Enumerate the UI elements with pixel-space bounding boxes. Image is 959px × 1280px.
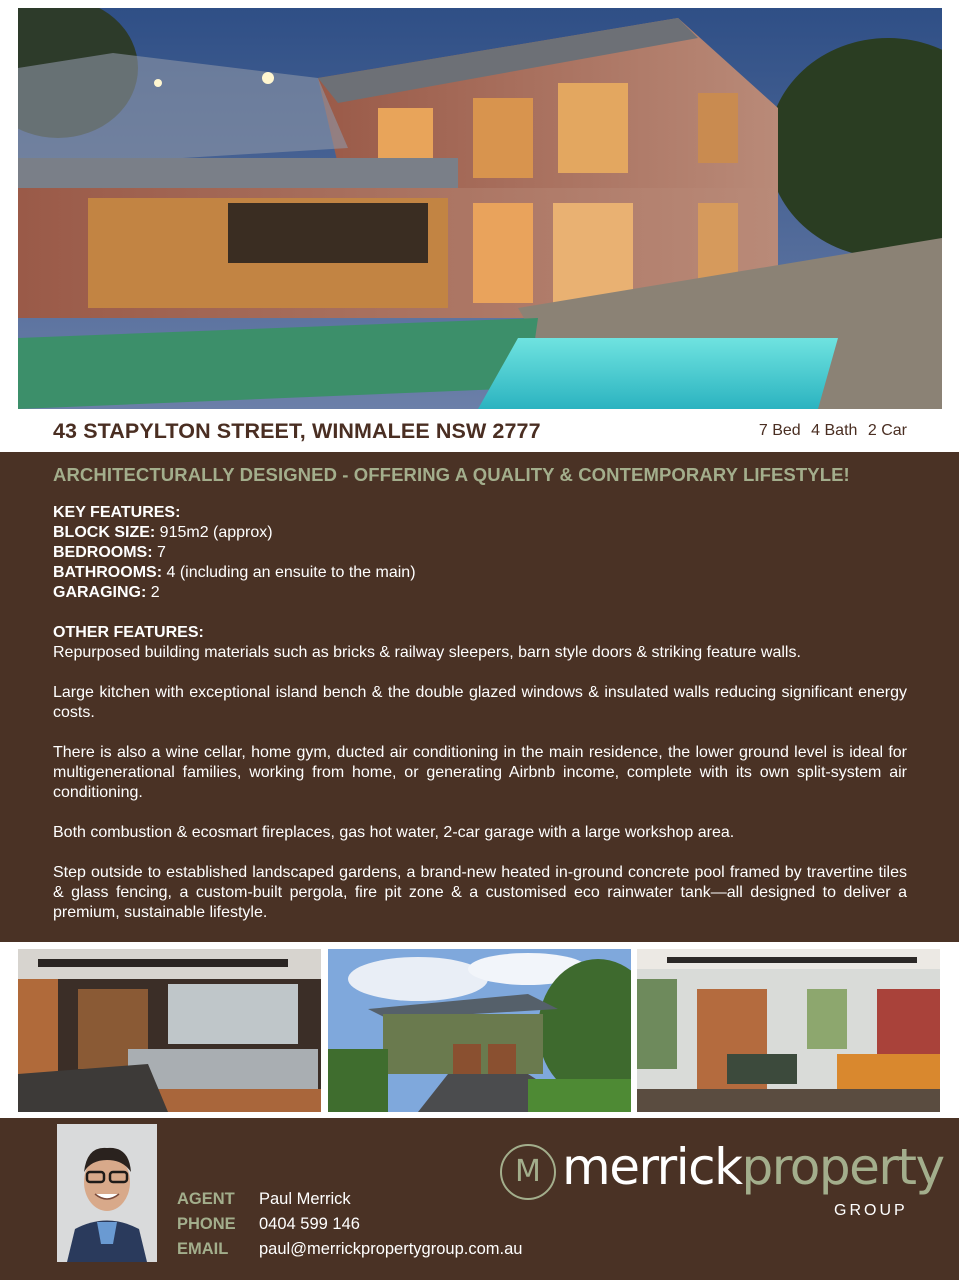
phone-row	[177, 1215, 522, 1240]
logo-letter: M	[515, 1154, 541, 1189]
paragraph-materials: Repurposed building materials such as bricks & railway sleepers, barn style doors & striking feature walls.	[53, 644, 801, 661]
feature-bedrooms: BEDROOMS: 7	[53, 544, 166, 561]
thumbnail-kitchen	[18, 949, 321, 1112]
email-address[interactable]: paul@merrickpropertygroup.com.au	[259, 1240, 523, 1258]
agent-row	[177, 1190, 522, 1215]
feature-block-size: BLOCK SIZE: 915m2 (approx)	[53, 524, 273, 541]
other-features-title: OTHER FEATURES:	[53, 624, 204, 641]
agent-footer	[0, 1118, 959, 1280]
agent-photo	[57, 1124, 157, 1262]
paragraph-fireplaces: Both combustion & ecosmart fireplaces, gas hot water, 2-car garage with a large workshop area.	[53, 824, 735, 841]
email-row	[177, 1240, 522, 1265]
thumbnail-house-front	[328, 949, 631, 1112]
house-front-photo-icon	[328, 949, 631, 1112]
key-features-title: KEY FEATURES:	[53, 504, 181, 521]
agent-label: AGENT	[177, 1190, 235, 1208]
address-bar	[0, 409, 959, 452]
kitchen-photo-icon	[18, 949, 321, 1112]
hero-photo	[18, 8, 942, 409]
brand-logo	[500, 1138, 944, 1224]
description-panel	[0, 452, 959, 942]
living-room-photo-icon	[637, 949, 940, 1112]
feature-garaging: GARAGING: 2	[53, 584, 160, 601]
logo-wordmark: merrickproperty	[562, 1138, 944, 1196]
email-label: EMAIL	[177, 1240, 229, 1258]
headline: ARCHITECTURALLY DESIGNED - OFFERING A QUALITY & CONTEMPORARY LIFESTYLE!	[53, 464, 850, 485]
property-specs	[753, 422, 907, 440]
contact-details	[177, 1190, 522, 1265]
thumbnail-living-room	[637, 949, 940, 1112]
logo-group-text: GROUP	[834, 1202, 908, 1219]
bed-count: 7 Bed	[758, 422, 801, 439]
car-count: 2 Car	[867, 422, 907, 439]
phone-label: PHONE	[177, 1215, 236, 1233]
phone-number[interactable]: 0404 599 146	[259, 1215, 360, 1233]
agent-portrait-icon	[57, 1124, 157, 1262]
paragraph-kitchen: Large kitchen with exceptional island bench & the double glazed windows & insulated walls reducing significant energy costs.	[53, 684, 907, 721]
paragraph-outdoor: Step outside to established landscaped gardens, a brand-new heated in-ground concrete pool framed by travertine tiles & glass fencing, a custom-built pergola, fire pit zone & a customised eco rainwater tank—all designed to deliver a premium, sustainable lifestyle.	[53, 864, 907, 921]
house-exterior-pool-icon	[18, 8, 942, 409]
paragraph-amenities: There is also a wine cellar, home gym, ducted air conditioning in the main residence, the lower ground level is ideal for multigenerational families, working from home, or generating Airbnb income, complete with its own split-system air conditioning.	[53, 744, 907, 801]
feature-bathrooms: BATHROOMS: 4 (including an ensuite to the main)	[53, 564, 416, 581]
bath-count: 4 Bath	[811, 422, 858, 439]
property-address: 43 STAPYLTON STREET, WINMALEE NSW 2777	[53, 419, 541, 443]
agent-name: Paul Merrick	[259, 1190, 351, 1208]
